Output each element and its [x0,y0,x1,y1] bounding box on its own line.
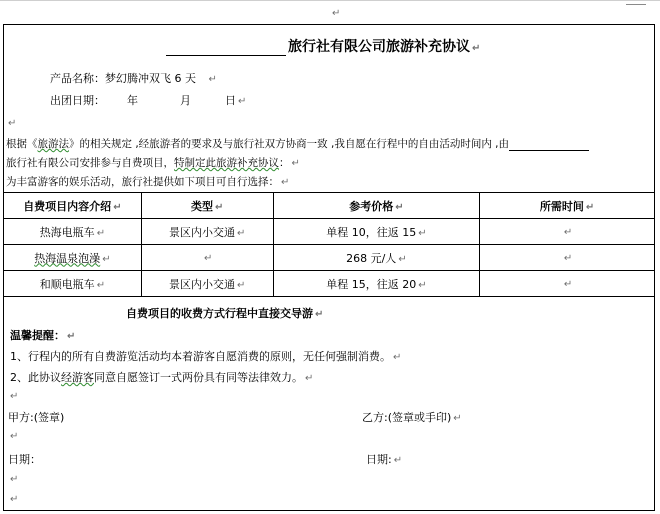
table-cell[interactable]: ↵ [480,271,655,297]
paragraph-mark: ↵ [393,352,402,363]
empty-paragraph [8,492,18,505]
paragraph-mark: ↵ [208,74,217,85]
header-time[interactable]: 所需时间 ↵ [480,193,655,219]
party-a-label: 甲方:(签章) [8,411,65,424]
table-cell[interactable]: 热海电瓶车 ↵ [4,219,142,245]
reminder-item-2[interactable] [10,369,313,385]
paragraph-mark: ↵ [472,43,481,54]
party-a-date-label: 日期： [8,453,41,466]
intro-line-2-emphasis: 特制定此旅游补充协议 [174,157,279,169]
agency-name-blank[interactable] [166,40,286,56]
table-cell[interactable]: ↵ [480,245,655,271]
departure-date-line[interactable] [50,92,246,108]
reminder-item-2-a: 2、此协议 [10,371,61,384]
table-cell[interactable]: 和顺电瓶车 ↵ [4,271,142,297]
page-top-edge [0,0,660,1]
empty-paragraph [8,389,18,402]
table-header-row [4,193,655,219]
paragraph-mark: ↵ [281,177,290,188]
document-title[interactable] [166,36,480,56]
payment-note[interactable] [126,305,323,321]
paragraph-mark: ↵ [67,331,76,342]
table-cell[interactable]: ↵ [141,245,273,271]
table-cell[interactable]: 单程 10，往返 15 ↵ [273,219,480,245]
paragraph-mark: ↵ [393,455,403,466]
paragraph-mark: ↵ [291,158,300,169]
paragraph-mark: ↵ [10,494,19,505]
table-row [4,271,655,297]
intro-line-1[interactable] [6,136,589,151]
paragraph-mark: ↵ [10,431,19,442]
table-cell[interactable]: 268 元/人 ↵ [273,245,480,271]
intro-line-2[interactable] [6,155,300,170]
table-row [4,219,655,245]
party-a-date[interactable] [8,451,41,467]
paragraph-mark: ↵ [305,373,314,384]
product-label: 产品名称： [50,72,105,85]
reminder-heading[interactable] [10,327,75,343]
law-name: 旅游法 [37,138,69,150]
intro-text-b: 》的相关规定 ,经旅游者的要求及与旅行社双方协商一致 ,我自愿在行程中的自由活动时间内 ,由 [69,138,510,150]
reminder-item-1-text: 1、行程内的所有自费游览活动均本着游客自愿消费的原则，无任何强制消费。 [10,350,391,363]
year-label: 年 [127,94,138,107]
intro-line-2-text: 旅行社有限公司安排参与自费项目， [6,157,174,169]
paragraph-mark: ↵ [332,8,341,19]
product-value: 梦幻腾冲双飞 6 天 [105,72,196,85]
table-cell[interactable]: ↵ [480,219,655,245]
payment-note-text: 自费项目的收费方式行程中直接交导游 [126,307,313,320]
party-b-signature[interactable] [362,409,462,425]
empty-paragraph [6,116,16,129]
day-label: 日 [225,94,236,107]
party-a-signature[interactable] [8,409,64,425]
table-row [4,245,655,271]
header-type[interactable]: 类型 ↵ [141,193,273,219]
reminder-heading-text: 温馨提醒： [10,329,65,342]
party-b-date-label: 日期: [366,453,392,466]
agency-blank[interactable] [509,138,589,151]
empty-paragraph [8,472,18,485]
intro-line-2-end: ： [279,157,290,169]
header-price[interactable]: 参考价格 ↵ [273,193,480,219]
self-paid-items-table [3,192,655,297]
table-cell[interactable]: 热海温泉泡澡 ↵ [4,245,142,271]
intro-line-3-text: 为丰富游客的娱乐活动，旅行社提供如下项目可自行选择： [6,176,279,188]
paragraph-mark: ↵ [10,474,19,485]
paragraph-mark: ↵ [453,413,462,424]
paragraph-mark: ↵ [8,118,17,129]
party-b-label: 乙方:(签章或手印) [362,411,452,424]
empty-paragraph [8,429,18,442]
party-b-date[interactable] [366,451,402,467]
paragraph-mark: ↵ [315,309,324,320]
departure-label: 出团日期： [50,94,105,107]
table-cell[interactable]: 景区内小交通 ↵ [141,271,273,297]
header-item[interactable]: 自费项目内容介绍 ↵ [4,193,142,219]
table-cell[interactable]: 单程 15，往返 20 ↵ [273,271,480,297]
month-label: 月 [180,94,191,107]
paragraph-mark: ↵ [10,391,19,402]
title-text: 旅行社有限公司旅游补充协议 [288,39,470,55]
page-corner-mark [626,4,646,5]
reminder-item-1[interactable] [10,348,401,364]
intro-line-3[interactable] [6,174,289,189]
reminder-item-2-c: 同意自愿签订一式两份具有同等法律效力。 [94,371,303,384]
reminder-item-2-b: 经游客 [61,371,94,384]
product-name-line[interactable] [50,70,217,86]
paragraph-mark: ↵ [238,96,247,107]
table-cell[interactable]: 景区内小交通 ↵ [141,219,273,245]
intro-text-a: 根据《 [6,138,38,150]
